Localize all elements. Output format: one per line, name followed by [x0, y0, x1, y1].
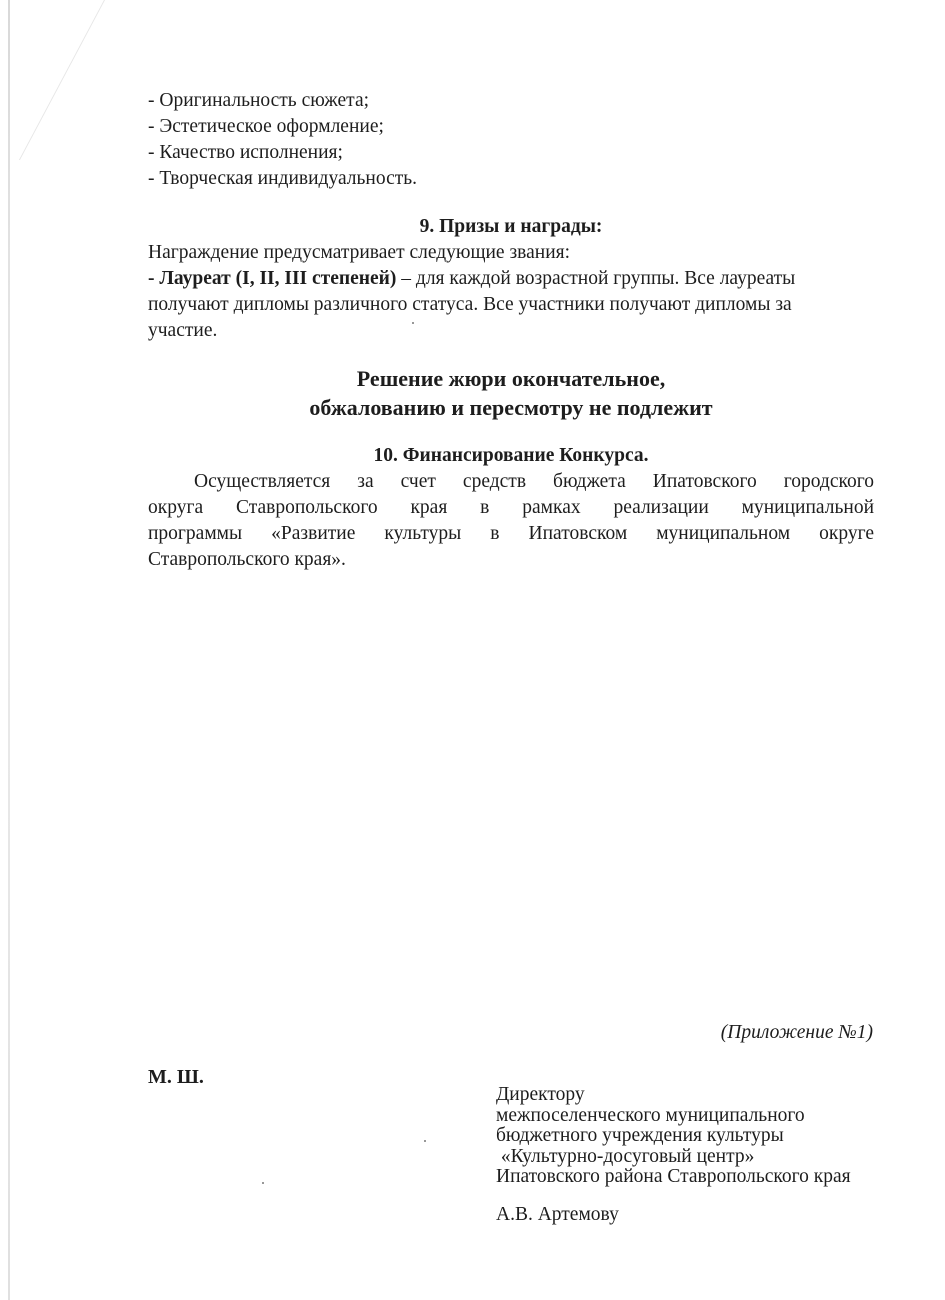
- paragraph-text: программы «Развитие культуры в Ипатовском муниципальном округе: [148, 523, 874, 544]
- paragraph-text: округа Ставропольского края в рамках реализации муниципальной: [148, 497, 874, 518]
- section-heading: 10. Финансирование Конкурса.: [373, 445, 649, 466]
- scan-fold: [0, 0, 105, 160]
- paragraph-line: [148, 469, 874, 495]
- scan-edge: [8, 0, 10, 1300]
- section-prizes: [148, 214, 874, 344]
- section-financing: [148, 443, 874, 573]
- paragraph-line: [148, 521, 874, 547]
- scan-speck: [412, 322, 414, 324]
- jury-line: Решение жюри окончательное,: [356, 366, 666, 391]
- addressee-line: «Культурно-досуговый центр»: [496, 1145, 755, 1167]
- criteria-list: [148, 88, 874, 192]
- criteria-item: - Оригинальность сюжета;: [148, 90, 370, 111]
- paragraph-line: Награждение предусматривает следующие звания:: [148, 242, 571, 263]
- criteria-item: - Эстетическое оформление;: [148, 116, 384, 137]
- jury-decision: [148, 364, 874, 422]
- addressee-line: бюджетного учреждения культуры: [496, 1125, 784, 1146]
- addressee-line: Директору: [496, 1084, 585, 1105]
- section-heading: 9. Призы и награды:: [419, 216, 603, 237]
- paragraph-line: участие.: [148, 320, 218, 341]
- criteria-item: - Творческая индивидуальность.: [148, 168, 418, 189]
- laureate-title: - Лауреат (I, II, III степеней): [148, 268, 397, 289]
- jury-line: обжалованию и пересмотру не подлежит: [309, 395, 713, 420]
- paragraph-line: получают дипломы различного статуса. Все участники получают дипломы за: [148, 294, 792, 315]
- paragraph-line: Ставропольского края».: [148, 549, 346, 570]
- appendix-label: (Приложение №1): [720, 1022, 873, 1043]
- paragraph-line: [148, 495, 874, 521]
- laureate-text: – для каждой возрастной группы. Все лауреаты: [396, 268, 796, 289]
- financing-paragraph: [148, 469, 874, 573]
- scan-speck: [424, 1140, 426, 1142]
- addressee-block: [496, 1085, 851, 1225]
- addressee-line: Ипатовского района Ставропольского края: [496, 1166, 851, 1187]
- addressee-line: межпоселенческого муниципального: [496, 1104, 805, 1126]
- stamp-place-label: М. Ш.: [148, 1066, 204, 1088]
- paragraph-text: Осуществляется за счет средств бюджета Ипатовского городского: [194, 471, 874, 492]
- paragraph-line: [148, 266, 874, 292]
- criteria-item: - Качество исполнения;: [148, 142, 343, 163]
- addressee-name: А.В. Артемову: [496, 1203, 619, 1225]
- scan-speck: [262, 1182, 264, 1184]
